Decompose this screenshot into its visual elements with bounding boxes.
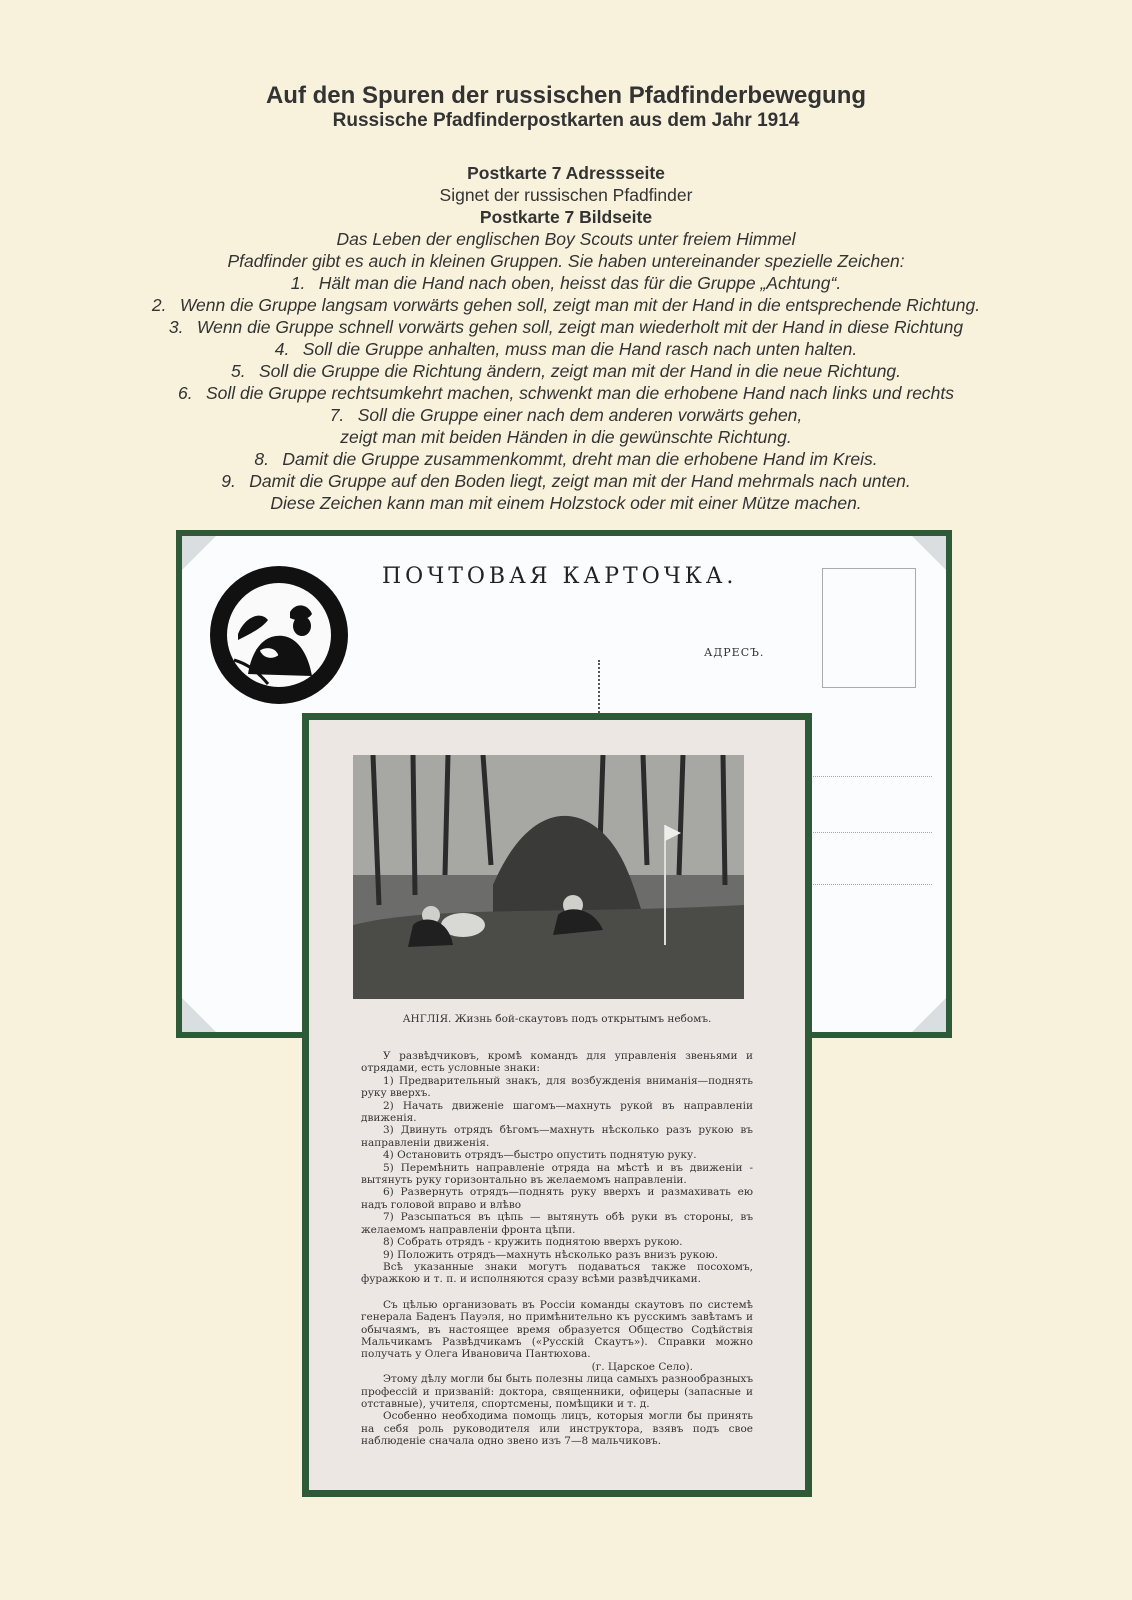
signs-list-text: Wenn die Gruppe langsam vorwärts gehen soll, zeigt man mit der Hand in die entsprechende Richtung. <box>179 295 981 315</box>
signs-list-text: Wenn die Gruppe schnell vorwärts gehen soll, zeigt man wiederholt mit der Hand in diese Richtung <box>196 317 964 337</box>
picture-card-paragraph: (г. Царское Село). <box>591 1360 693 1373</box>
picture-card-paragraph: 8) Собрать отрядъ - кружить поднятою вверхъ рукою. <box>383 1236 683 1249</box>
picture-card-paragraph: 4) Остановить отрядъ—быстро опустить поднятую руку. <box>383 1149 697 1162</box>
signs-list-number: 2. <box>151 295 167 315</box>
signs-list-item <box>0 360 1132 382</box>
signs-list-item <box>0 272 1132 294</box>
picture-side-caption: Das Leben der englischen Boy Scouts unter freiem Himmel <box>336 229 796 249</box>
signs-list-number: 1. <box>290 273 306 293</box>
photo-corner <box>912 998 946 1032</box>
signs-list-item <box>0 382 1132 404</box>
picture-card-caption: АНГЛІЯ. Жизнь бой-скаутовъ подъ открытымъ небомъ. <box>402 1013 712 1025</box>
signs-list-item <box>0 448 1132 470</box>
picture-card-paragraph: 7) Разсыпаться въ цѣпь — вытянуть обѣ руки въ стороны, въ желаемомъ направленіи фронта цѣпи. <box>361 1211 753 1236</box>
signs-list-text: Damit die Gruppe auf den Boden liegt, zeigt man mit der Hand mehrmals nach unten. <box>249 471 911 491</box>
signs-list-text: zeigt man mit beiden Händen in die gewünschte Richtung. <box>340 427 792 447</box>
postcard-picture-side <box>302 713 812 1497</box>
signs-intro: Pfadfinder gibt es auch in kleinen Gruppen. Sie haben untereinander spezielle Zeichen: <box>227 251 905 271</box>
picture-card-paragraph: 9) Положить отрядъ—махнуть нѣсколько разъ внизъ рукою. <box>383 1248 718 1261</box>
page-subtitle: Russische Pfadfinderpostkarten aus dem Jahr 1914 <box>332 110 800 131</box>
signs-list-text: Soll die Gruppe rechtsumkehrt machen, schwenkt man die erhobene Hand nach links und rechts <box>205 383 955 403</box>
signs-list-item <box>0 470 1132 492</box>
signs-list-item <box>0 404 1132 426</box>
signs-list-text: Soll die Gruppe anhalten, muss man die Hand rasch nach unten halten. <box>302 339 858 359</box>
scouts-camp-photo <box>353 755 744 999</box>
description-block <box>0 162 1132 514</box>
picture-card-paragraph: У развѣдчиковъ, кромѣ командъ для управленія звеньями и отрядами, есть условные знаки: <box>361 1050 753 1075</box>
picture-card-paragraph: 6) Развернуть отрядъ—поднять руку вверхъ и размахивать ею надъ головой вправо и влѣво <box>361 1186 753 1211</box>
signs-list-number: 6. <box>177 383 193 403</box>
signs-list <box>0 272 1132 492</box>
paragraph-gap <box>361 1286 753 1299</box>
signs-list-text: Damit die Gruppe zusammenkommt, dreht man die erhobene Hand im Kreis. <box>282 449 878 469</box>
picture-card-paragraph: 1) Предварительный знакъ, для возбужденія вниманія—поднять руку вверхъ. <box>361 1074 753 1100</box>
signs-outro: Diese Zeichen kann man mit einem Holzstock oder mit einer Mütze machen. <box>270 493 862 513</box>
postcard-picture-surface <box>309 720 805 1490</box>
picture-side-heading: Postkarte 7 Bildseite <box>479 207 653 227</box>
stamp-box <box>822 568 916 688</box>
signs-list-number: 4. <box>274 339 290 359</box>
picture-card-paragraph: 5) Перемѣнить направленіе отряда на мѣстѣ и въ движеніи - вытянуть руку горизонтально въ желаемомъ направленіи. <box>361 1161 753 1187</box>
postcard-title: ПОЧТОВАЯ КАРТОЧКА. <box>382 564 738 589</box>
signs-list-item <box>0 338 1132 360</box>
page-title: Auf den Spuren der russischen Pfadfinderbewegung <box>265 82 867 109</box>
photo-corner <box>912 536 946 570</box>
signs-list-number: 7. <box>329 405 345 425</box>
signs-list-number: 8. <box>254 449 269 469</box>
signs-list-text: Hält man die Hand nach oben, heisst das für die Gruppe „Achtung“. <box>318 273 842 293</box>
picture-card-paragraph: Особенно необходима помощь лицъ, которыя могли бы принять на себя роль руководителя или инструктора, взявъ подъ свое наблюденіе сначала одно звено изъ 7—8 мальчиковъ. <box>361 1410 753 1448</box>
picture-card-paragraph: 3) Двинуть отрядъ бѣгомъ—махнуть нѣсколько разъ рукою въ направленіи движенія. <box>361 1124 753 1149</box>
signs-list-number: 5. <box>230 361 246 381</box>
signs-list-item <box>0 294 1132 316</box>
address-label: АДРЕСЪ. <box>704 646 765 659</box>
picture-card-paragraph: Этому дѣлу могли бы быть полезны лица самыхъ разнообразныхъ профессій и призваній: доктора, священники, офицеры (запасные и отставные), учителя, спортсмены, помѣщики и т. д. <box>361 1373 753 1410</box>
signs-list-text: Soll die Gruppe die Richtung ändern, zeigt man mit der Hand in die neue Richtung. <box>258 361 902 381</box>
picture-card-paragraph: Съ цѣлью организовать въ Россіи команды скаутовъ по системѣ генерала Баденъ Пауэля, но примѣнительно къ русскимъ завѣтамъ и обычаямъ, въ настоящее время образуется Общество Содѣйствія Мальчикамъ Развѣдчикамъ («Русскій Скаутъ»). Справки можно получать у Олега Ивановича Пантюхова. <box>361 1298 753 1361</box>
page-header <box>0 82 1132 132</box>
picture-card-text <box>361 1050 753 1448</box>
scout-seal-emblem <box>208 564 350 706</box>
address-side-text: Signet der russischen Pfadfinder <box>439 185 693 205</box>
signs-list-number: 9. <box>221 471 236 491</box>
picture-card-paragraph: Всѣ указанные знаки могутъ подаваться также посохомъ, фуражкою и т. п. и исполняются сразу всѣми развѣдчиками. <box>361 1260 753 1286</box>
photo-corner <box>182 998 216 1032</box>
signs-list-item <box>0 316 1132 338</box>
picture-card-paragraph: 2) Начать движеніе шагомъ—махнуть рукой въ направленіи движенія. <box>361 1099 753 1125</box>
signs-list-text: Soll die Gruppe einer nach dem anderen vorwärts gehen, <box>357 405 803 425</box>
address-side-heading: Postkarte 7 Adressseite <box>467 163 665 183</box>
signs-list-item <box>0 426 1132 448</box>
signs-list-number: 3. <box>168 317 184 337</box>
